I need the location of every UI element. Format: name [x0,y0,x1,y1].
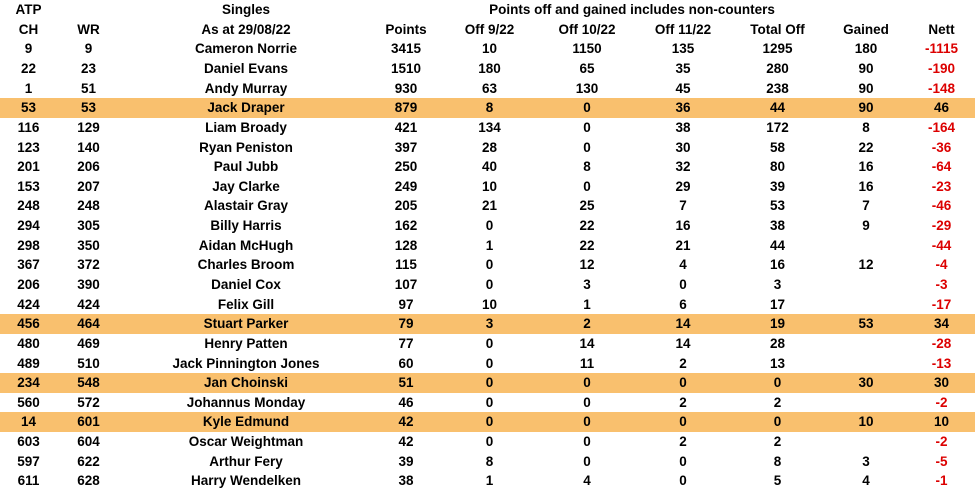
cell-off_11: 135 [671,41,695,57]
cell-ch: 116 [17,119,40,135]
cell-off_10: 4 [583,473,591,489]
cell-total_off: 44 [769,237,786,253]
cell-gained: 7 [862,198,870,214]
cell-wr: 464 [57,314,120,334]
cell-nett: -3 [935,277,948,292]
cell-off_9: 0 [440,373,539,393]
cell-total_off: 39 [769,178,786,194]
cell-total_off: 38 [769,218,786,234]
cell-off_11: 4 [679,257,687,273]
cell-off_10: 8 [583,159,591,175]
cell-wr: 140 [77,139,100,155]
cell-off_11: 38 [675,119,691,135]
table-row [0,137,975,157]
cell-off_9: 134 [478,119,501,135]
column-header-nett: Nett [928,21,955,37]
cell-points: 97 [398,296,414,312]
cell-total_off: 13 [769,355,786,371]
cell-ch: 123 [17,139,40,155]
table-row [0,471,975,491]
cell-off_11: 45 [675,80,691,96]
table-row [0,79,975,99]
cell-off_11: 7 [679,198,687,214]
cell-off_11: 0 [635,373,731,393]
cell-wr: 622 [77,453,100,469]
cell-nett: -2 [935,394,948,410]
cell-off_11: 16 [675,218,691,234]
table-row [0,118,975,138]
cell-ch: 153 [17,178,40,194]
cell-wr: 548 [57,373,120,393]
cell-ch: 201 [17,159,40,175]
cell-off_9: 0 [485,335,494,351]
cell-nett: -1 [935,473,948,489]
cell-ch: 9 [24,41,33,57]
cell-nett: -36 [931,139,952,155]
cell-total_off: 58 [769,139,786,155]
cell-wr: 23 [80,60,97,76]
cell-total_off: 0 [731,373,824,393]
cell-ch: 14 [0,412,57,432]
cell-wr: 207 [77,178,100,194]
cell-points: 60 [398,355,414,371]
column-header-wr: WR [77,21,100,37]
cell-off_11: 2 [679,394,687,410]
cell-gained: 8 [862,119,870,135]
cell-wr: 572 [77,394,100,410]
cell-total_off: 238 [766,80,789,96]
cell-off_9: 1 [485,473,494,489]
cell-ch: 1 [24,80,33,96]
cell-off_9: 0 [485,277,494,292]
cell-off_9: 10 [481,296,498,312]
cell-points: 46 [398,394,414,410]
cell-nett: -44 [931,237,952,253]
cell-points: 421 [394,119,418,135]
column-header-points: Points [385,21,427,37]
cell-total_off: 44 [731,98,824,118]
cell-ch: 611 [17,473,40,489]
cell-off_11: 0 [679,453,687,469]
cell-name: Stuart Parker [120,314,372,334]
cell-total_off: 172 [766,119,789,135]
title-spacer [372,0,440,20]
cell-nett: 30 [908,373,975,393]
title-singles: Singles [221,2,270,18]
cell-ch: 248 [17,198,40,214]
cell-nett: -23 [931,178,952,194]
cell-points: 107 [394,277,418,292]
cell-gained: 16 [858,178,874,194]
cell-gained [824,334,908,354]
cell-ch: 456 [0,314,57,334]
cell-off_9: 0 [485,355,494,371]
column-header-off-11-22: Off 11/22 [654,21,712,37]
cell-off_11: 36 [635,98,731,118]
cell-off_9: 8 [440,98,539,118]
cell-total_off: 17 [769,296,786,312]
cell-ch: 367 [17,257,40,273]
cell-off_10: 0 [583,119,591,135]
table-row [0,412,975,432]
cell-off_9: 0 [485,257,494,273]
table-row [0,177,975,197]
cell-ch: 560 [17,394,40,410]
cell-points: 39 [398,453,414,469]
cell-name: Ryan Peniston [199,139,293,155]
column-header-gained: Gained [843,21,889,37]
cell-gained: 16 [858,159,874,175]
cell-name: Felix Gill [217,296,275,312]
cell-wr: 390 [77,277,100,292]
cell-off_10: 25 [579,198,595,214]
cell-off_10: 0 [583,434,591,450]
cell-gained [824,236,908,256]
cell-wr: 53 [57,98,120,118]
cell-name: Andy Murray [204,80,288,96]
cell-off_11: 32 [675,159,691,175]
cell-ch: 22 [20,60,37,76]
cell-ch: 603 [17,434,40,450]
title-atp: ATP [15,2,42,18]
table-row [0,432,975,452]
cell-nett: -2 [935,434,948,450]
cell-off_11: 35 [675,60,691,76]
cell-name: Kyle Edmund [120,412,372,432]
cell-gained: 10 [824,412,908,432]
cell-name: Jan Choinski [120,373,372,393]
cell-gained: 53 [824,314,908,334]
cell-wr: 248 [77,198,100,214]
column-header-name: As at 29/08/22 [201,21,291,37]
cell-nett: -29 [931,218,952,234]
cell-nett: 10 [908,412,975,432]
cell-nett: -17 [931,296,952,312]
cell-off_9: 40 [481,159,498,175]
cell-points: 51 [372,373,440,393]
cell-name: Paul Jubb [213,159,279,175]
cell-wr: 51 [80,80,97,96]
cell-gained: 22 [858,139,874,155]
cell-name: Aidan McHugh [198,237,294,253]
cell-total_off: 8 [773,453,782,469]
cell-off_10: 3 [583,277,591,292]
cell-nett: -5 [935,453,948,469]
cell-nett: 34 [908,314,975,334]
cell-off_10: 0 [539,412,635,432]
cell-off_11: 0 [679,277,687,292]
cell-total_off: 280 [766,60,789,76]
table-row [0,59,975,79]
cell-off_11: 29 [675,178,691,194]
cell-off_10: 130 [575,80,599,96]
cell-nett: -46 [931,198,952,214]
cell-off_10: 22 [579,237,595,253]
cell-off_9: 63 [481,80,498,96]
cell-gained: 30 [824,373,908,393]
cell-total_off: 28 [769,335,786,351]
table-row [0,393,975,413]
cell-points: 205 [394,198,418,214]
cell-ch: 206 [17,277,40,292]
cell-off_9: 10 [481,178,498,194]
column-header-ch: CH [18,21,39,37]
table-row [0,196,975,216]
table-row [0,98,975,118]
table-row [0,39,975,59]
cell-gained: 90 [824,98,908,118]
cell-off_9: 10 [481,41,498,57]
cell-off_9: 180 [478,60,501,76]
cell-off_10: 0 [583,139,591,155]
cell-gained [824,354,908,374]
cell-off_10: 0 [539,98,635,118]
cell-off_9: 0 [485,434,494,450]
cell-name: Liam Broady [205,119,287,135]
cell-gained [824,432,908,452]
cell-name: Billy Harris [210,218,282,234]
cell-nett: -1115 [924,41,959,57]
cell-off_9: 28 [481,139,498,155]
cell-gained: 9 [862,218,870,234]
cell-total_off: 1295 [762,41,793,57]
cell-points: 397 [394,139,418,155]
cell-name: Arthur Fery [209,453,283,469]
cell-wr: 372 [77,257,100,273]
cell-off_10: 14 [579,335,595,351]
cell-off_10: 0 [583,394,591,410]
cell-off_9: 3 [440,314,539,334]
cell-total_off: 53 [769,198,786,214]
cell-name: Alastair Gray [203,198,289,214]
cell-wr: 469 [77,335,100,351]
cell-off_11: 0 [679,473,687,489]
cell-total_off: 2 [773,394,782,410]
cell-off_10: 0 [583,178,591,194]
cell-points: 42 [398,434,414,450]
cell-points: 38 [398,473,414,489]
cell-off_11: 14 [675,335,691,351]
table-row [0,334,975,354]
cell-points: 249 [394,178,418,194]
cell-off_10: 22 [579,218,595,234]
cell-nett: -164 [928,119,956,135]
cell-nett: -64 [931,159,952,175]
cell-off_9: 0 [440,412,539,432]
cell-points: 162 [394,218,418,234]
cell-off_11: 14 [635,314,731,334]
cell-off_11: 6 [679,296,687,312]
cell-off_9: 0 [485,394,494,410]
cell-wr: 628 [77,473,100,489]
table-row [0,275,975,295]
cell-name: Cameron Norrie [194,41,298,57]
cell-points: 115 [395,257,417,273]
cell-total_off: 0 [731,412,824,432]
cell-nett: -190 [928,60,956,76]
column-header-total-off: Total Off [750,21,805,37]
cell-ch: 597 [17,453,40,469]
cell-gained: 90 [858,60,874,76]
cell-gained: 3 [862,453,870,469]
cell-off_10: 12 [579,257,595,273]
cell-points: 79 [372,314,440,334]
cell-points: 930 [394,80,418,96]
cell-ch: 424 [17,296,40,312]
table-row [0,354,975,374]
cell-wr: 604 [77,434,100,450]
table-row [0,452,975,472]
cell-gained: 90 [858,80,874,96]
cell-ch: 489 [17,355,40,371]
column-header-off-10-22: Off 10/22 [558,21,616,37]
table-row [0,314,975,334]
cell-ch: 53 [0,98,57,118]
cell-wr: 424 [77,296,100,312]
column-header-row [0,20,975,40]
cell-name: Jack Pinnington Jones [172,355,320,371]
title-note: Points off and gained includes non-counters [489,2,775,18]
cell-nett: -28 [931,335,952,351]
title-spacer [57,0,120,20]
cell-off_11: 21 [675,237,691,253]
cell-off_10: 1 [583,296,591,312]
cell-points: 128 [394,237,418,253]
cell-off_10: 0 [539,373,635,393]
cell-nett: -13 [931,355,952,371]
table-row [0,236,975,256]
cell-total_off: 80 [769,159,786,175]
table-row [0,216,975,236]
cell-off_10: 1150 [572,41,602,57]
cell-points: 3415 [390,41,422,57]
cell-wr: 510 [77,355,100,371]
cell-off_10: 2 [539,314,635,334]
cell-points: 1510 [390,60,422,76]
cell-off_10: 0 [583,453,591,469]
cell-name: Harry Wendelken [190,473,302,489]
cell-off_11: 2 [679,355,687,371]
cell-name: Jay Clarke [212,178,280,194]
cell-wr: 129 [77,119,100,135]
table-row [0,255,975,275]
cell-off_9: 1 [485,237,494,253]
cell-gained [824,393,908,413]
table-row [0,295,975,315]
title-spacer [908,0,975,20]
cell-off_10: 11 [579,355,595,371]
cell-gained: 180 [854,41,878,57]
cell-name: Daniel Evans [203,60,289,76]
cell-off_11: 2 [679,434,687,450]
cell-gained: 4 [862,473,870,489]
cell-off_11: 0 [635,412,731,432]
cell-ch: 480 [17,335,40,351]
cell-points: 250 [394,159,418,175]
cell-off_11: 30 [675,139,691,155]
table-row [0,157,975,177]
cell-name: Daniel Cox [211,277,281,292]
cell-nett: 46 [908,98,975,118]
cell-ch: 294 [17,218,40,234]
cell-wr: 601 [57,412,120,432]
cell-ch: 298 [17,237,40,253]
cell-wr: 206 [77,159,100,175]
cell-off_9: 8 [485,453,494,469]
column-header-off-9-22: Off 9/22 [464,21,515,37]
cell-name: Jack Draper [120,98,372,118]
cell-total_off: 5 [773,473,782,489]
cell-points: 77 [398,335,414,351]
cell-gained: 12 [858,257,874,273]
cell-off_10: 65 [579,60,595,76]
cell-gained [824,275,908,295]
cell-points: 42 [372,412,440,432]
cell-wr: 9 [84,41,93,57]
cell-total_off: 16 [769,257,786,273]
cell-name: Henry Patten [204,335,288,351]
cell-name: Oscar Weightman [188,434,304,450]
cell-total_off: 19 [731,314,824,334]
cell-gained [824,295,908,315]
cell-off_9: 21 [481,198,498,214]
table-body [0,39,975,491]
cell-total_off: 2 [773,434,782,450]
cell-name: Johannus Monday [186,394,306,410]
cell-nett: -4 [935,257,948,273]
cell-wr: 305 [77,218,100,234]
title-spacer [824,0,908,20]
cell-points: 879 [372,98,440,118]
cell-ch: 234 [0,373,57,393]
cell-nett: -148 [928,80,956,96]
cell-name: Charles Broom [197,257,295,273]
cell-wr: 350 [77,237,100,253]
table-row [0,373,975,393]
title-row [0,0,975,20]
cell-total_off: 3 [773,277,782,292]
cell-off_9: 0 [485,218,494,234]
